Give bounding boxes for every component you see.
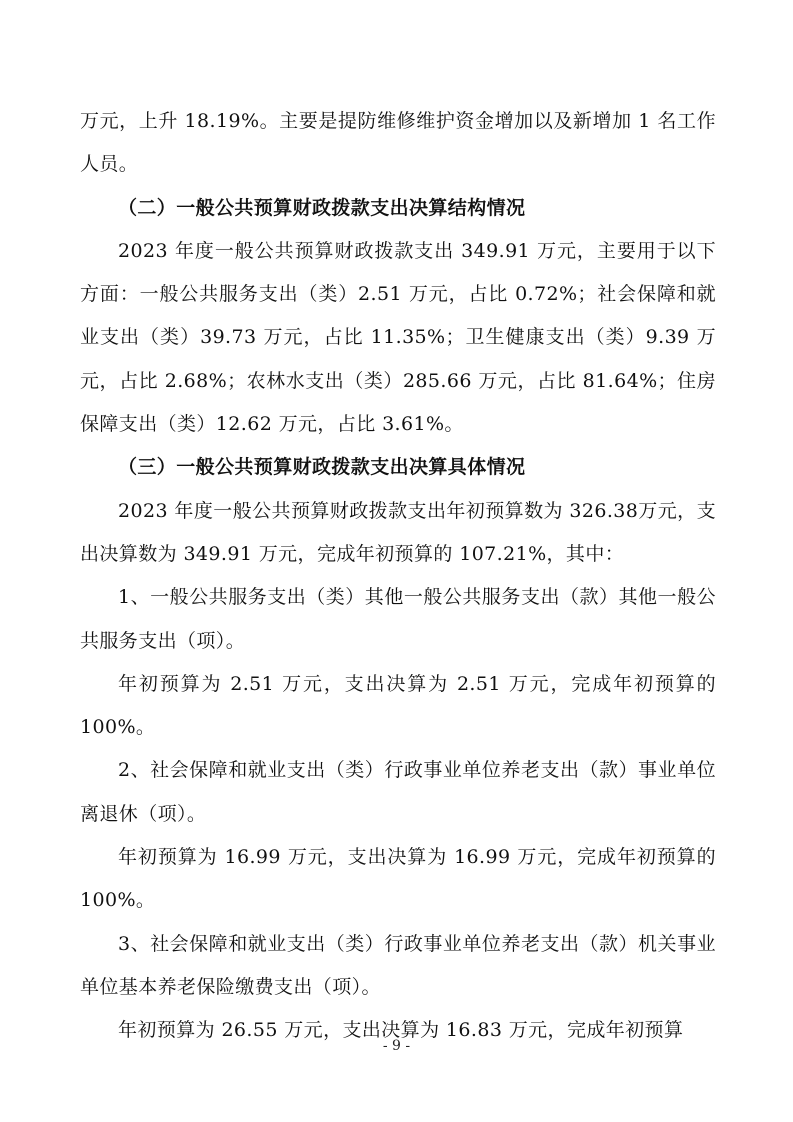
paragraph: 年初预算为 2.51 万元，支出决算为 2.51 万元，完成年初预算的 100%。 bbox=[80, 672, 716, 739]
paragraph: 万元，上升 18.19%。主要是提防维修维护资金增加以及新增加 1 名工作人员。 bbox=[80, 110, 716, 176]
paragraph: 年初预算为 26.55 万元，支出决算为 16.83 万元，完成年初预算 bbox=[118, 1019, 684, 1042]
paragraph: 3、社会保障和就业支出（类）行政事业单位养老支出（款）机关事业单位基本养老保险缴费支出（项）。 bbox=[80, 932, 716, 998]
paragraph: 2、社会保障和就业支出（类）行政事业单位养老支出（款）事业单位离退休（项）。 bbox=[80, 759, 716, 825]
page-number: - 9 - bbox=[382, 1038, 411, 1054]
section-heading: （三）一般公共预算财政拨款支出决算具体情况 bbox=[118, 456, 526, 479]
section-heading: （二）一般公共预算财政拨款支出决算结构情况 bbox=[118, 196, 526, 219]
document-body bbox=[80, 100, 716, 1053]
paragraph: 年初预算为 16.99 万元，支出决算为 16.99 万元，完成年初预算的 100%。 bbox=[80, 846, 716, 912]
paragraph: 2023 年度一般公共预算财政拨款支出 349.91 万元，主要用于以下方面：一般公共服务支出（类）2.51 万元，占比 0.72%；社会保障和就业支出（类）39.73 万元，占比 11.35%；卫生健康支出（类）9.39 万元，占比 2.68%；农林水支出（类）285.66 万元，占比 81.64%；住房保障支出（类）12.62 万元，占比 3.61%。 bbox=[80, 239, 716, 436]
paragraph: 1、一般公共服务支出（类）其他一般公共服务支出（款）其他一般公共服务支出（项）。 bbox=[80, 586, 716, 652]
paragraph: 2023 年度一般公共预算财政拨款支出年初预算数为 326.38万元，支出决算数为 349.91 万元，完成年初预算的 107.21%，其中： bbox=[80, 499, 716, 565]
